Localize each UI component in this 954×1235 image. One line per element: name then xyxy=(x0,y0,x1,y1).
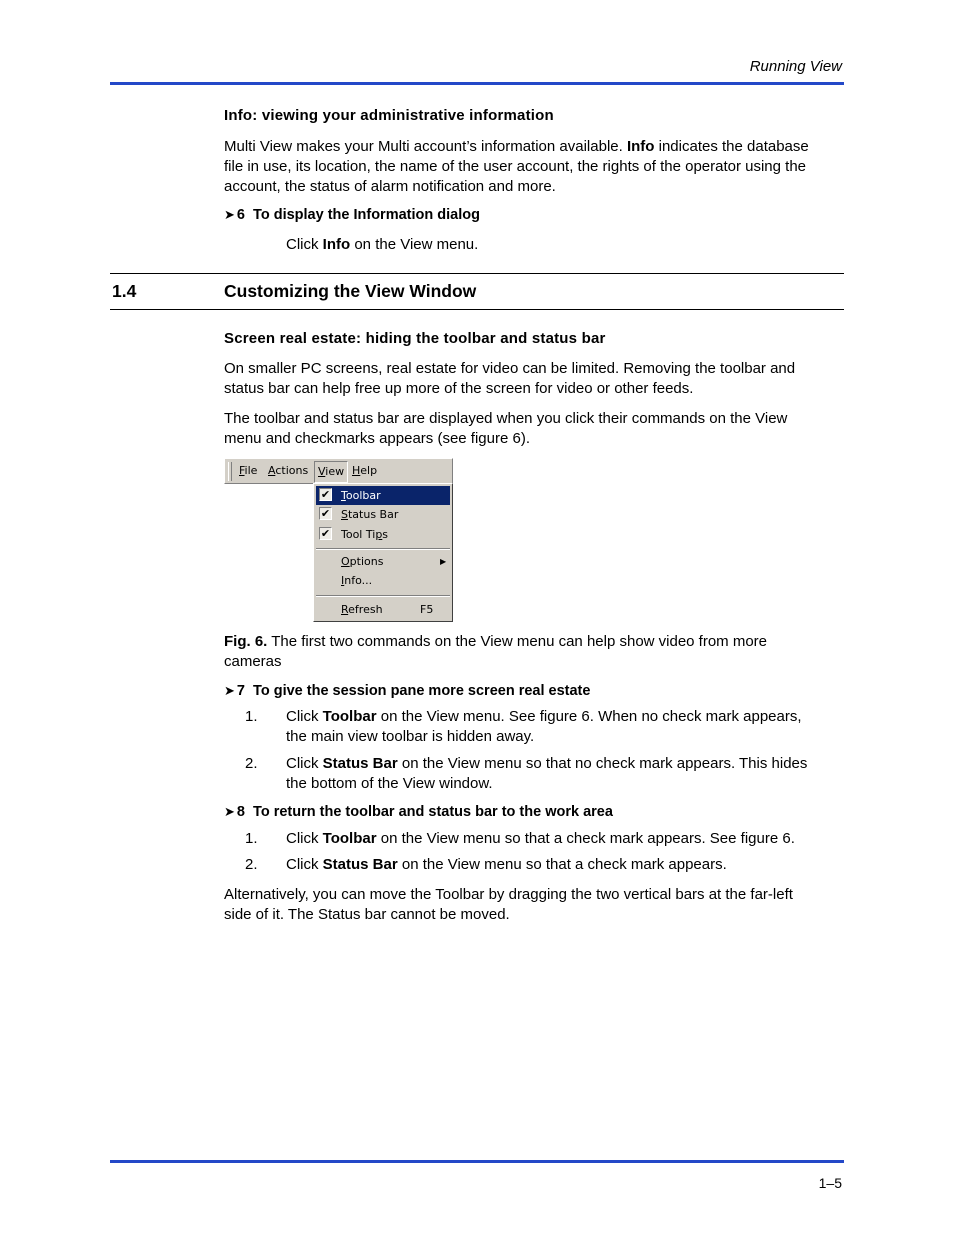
menu-item-toolbar[interactable]: ✔ Toolbar xyxy=(316,486,450,505)
menu-item-refresh[interactable]: Refresh F5 xyxy=(316,600,450,619)
procedure-7-step-2: 2. Click Status Bar on the View menu so that no check mark appears. This hides the bottom of the View window. xyxy=(245,755,808,792)
page-number: 1–5 xyxy=(818,1175,842,1191)
procedure-7-step-1: 1. Click Toolbar on the View menu. See figure 6. When no check mark appears, the main view toolbar is hidden away. xyxy=(245,708,802,745)
section-rule-bottom xyxy=(110,309,844,310)
menu-separator xyxy=(316,595,450,597)
menu-actions[interactable]: Actions xyxy=(268,464,309,477)
section-number: 1.4 xyxy=(112,281,137,301)
section-title: Customizing the View Window xyxy=(224,281,477,301)
running-header: Running View xyxy=(749,58,842,75)
section-rule-top xyxy=(110,273,844,274)
procedure-8-step-1: 1. Click Toolbar on the View menu so that a check mark appears. See figure 6. xyxy=(245,830,795,847)
view-dropdown xyxy=(313,483,453,622)
menu-help[interactable]: Help xyxy=(352,464,378,477)
header-rule xyxy=(110,82,844,85)
footer-rule xyxy=(110,1160,844,1163)
view-menu-screenshot xyxy=(224,458,454,623)
screen-heading: Screen real estate: hiding the toolbar and status bar xyxy=(224,330,606,347)
procedure-7-title: ➤ 7 To give the session pane more screen real estate xyxy=(224,683,591,699)
check-icon: ✔ xyxy=(320,527,331,540)
menu-bar xyxy=(224,458,453,484)
procedure-arrow-icon: ➤ xyxy=(224,207,235,222)
procedure-arrow-icon: ➤ xyxy=(224,804,235,819)
info-paragraph: Multi View makes your Multi account’s information available. Info indicates the database file in use, its location, the name of the user account, the rights of the operator using the account, the status of alarm notification and more. xyxy=(224,138,809,195)
procedure-6-step: Click Info on the View menu. xyxy=(286,236,479,253)
procedure-6-title: ➤ 6 To display the Information dialog xyxy=(224,207,480,223)
procedure-8-step-2: 2. Click Status Bar on the View menu so that a check mark appears. xyxy=(245,856,727,873)
info-heading: Info: viewing your administrative information xyxy=(224,107,554,124)
figure-caption: Fig. 6. The first two commands on the View menu can help show video from more cameras xyxy=(224,633,768,670)
screen-paragraph-2: The toolbar and status bar are displayed when you click their commands on the View menu and checkmarks appears (see figure 6). xyxy=(224,410,788,447)
closing-paragraph: Alternatively, you can move the Toolbar by dragging the two vertical bars at the far-left side of it. The Status bar cannot be moved. xyxy=(224,886,793,923)
menu-separator xyxy=(316,548,450,550)
menu-file[interactable]: File xyxy=(239,464,258,477)
menu-item-options[interactable]: Options ▶ xyxy=(316,552,450,571)
submenu-arrow-icon: ▶ xyxy=(440,557,447,566)
menu-view[interactable]: View xyxy=(314,461,348,483)
screen-paragraph-1: On smaller PC screens, real estate for video can be limited. Removing the toolbar and status bar can help free up more of the screen for video or other feeds. xyxy=(224,360,796,397)
menu-item-tool-tips[interactable]: ✔ Tool Tips xyxy=(320,527,389,541)
menu-item-status-bar[interactable]: ✔ Status Bar xyxy=(320,507,399,521)
procedure-8-title: ➤ 8 To return the toolbar and status bar to the work area xyxy=(224,804,613,820)
check-icon: ✔ xyxy=(320,488,331,501)
procedure-arrow-icon: ➤ xyxy=(224,683,235,698)
refresh-shortcut: F5 xyxy=(420,603,434,616)
toolbar-grip xyxy=(228,462,232,481)
menu-item-info[interactable]: Info... xyxy=(341,574,373,587)
check-icon: ✔ xyxy=(320,507,331,520)
